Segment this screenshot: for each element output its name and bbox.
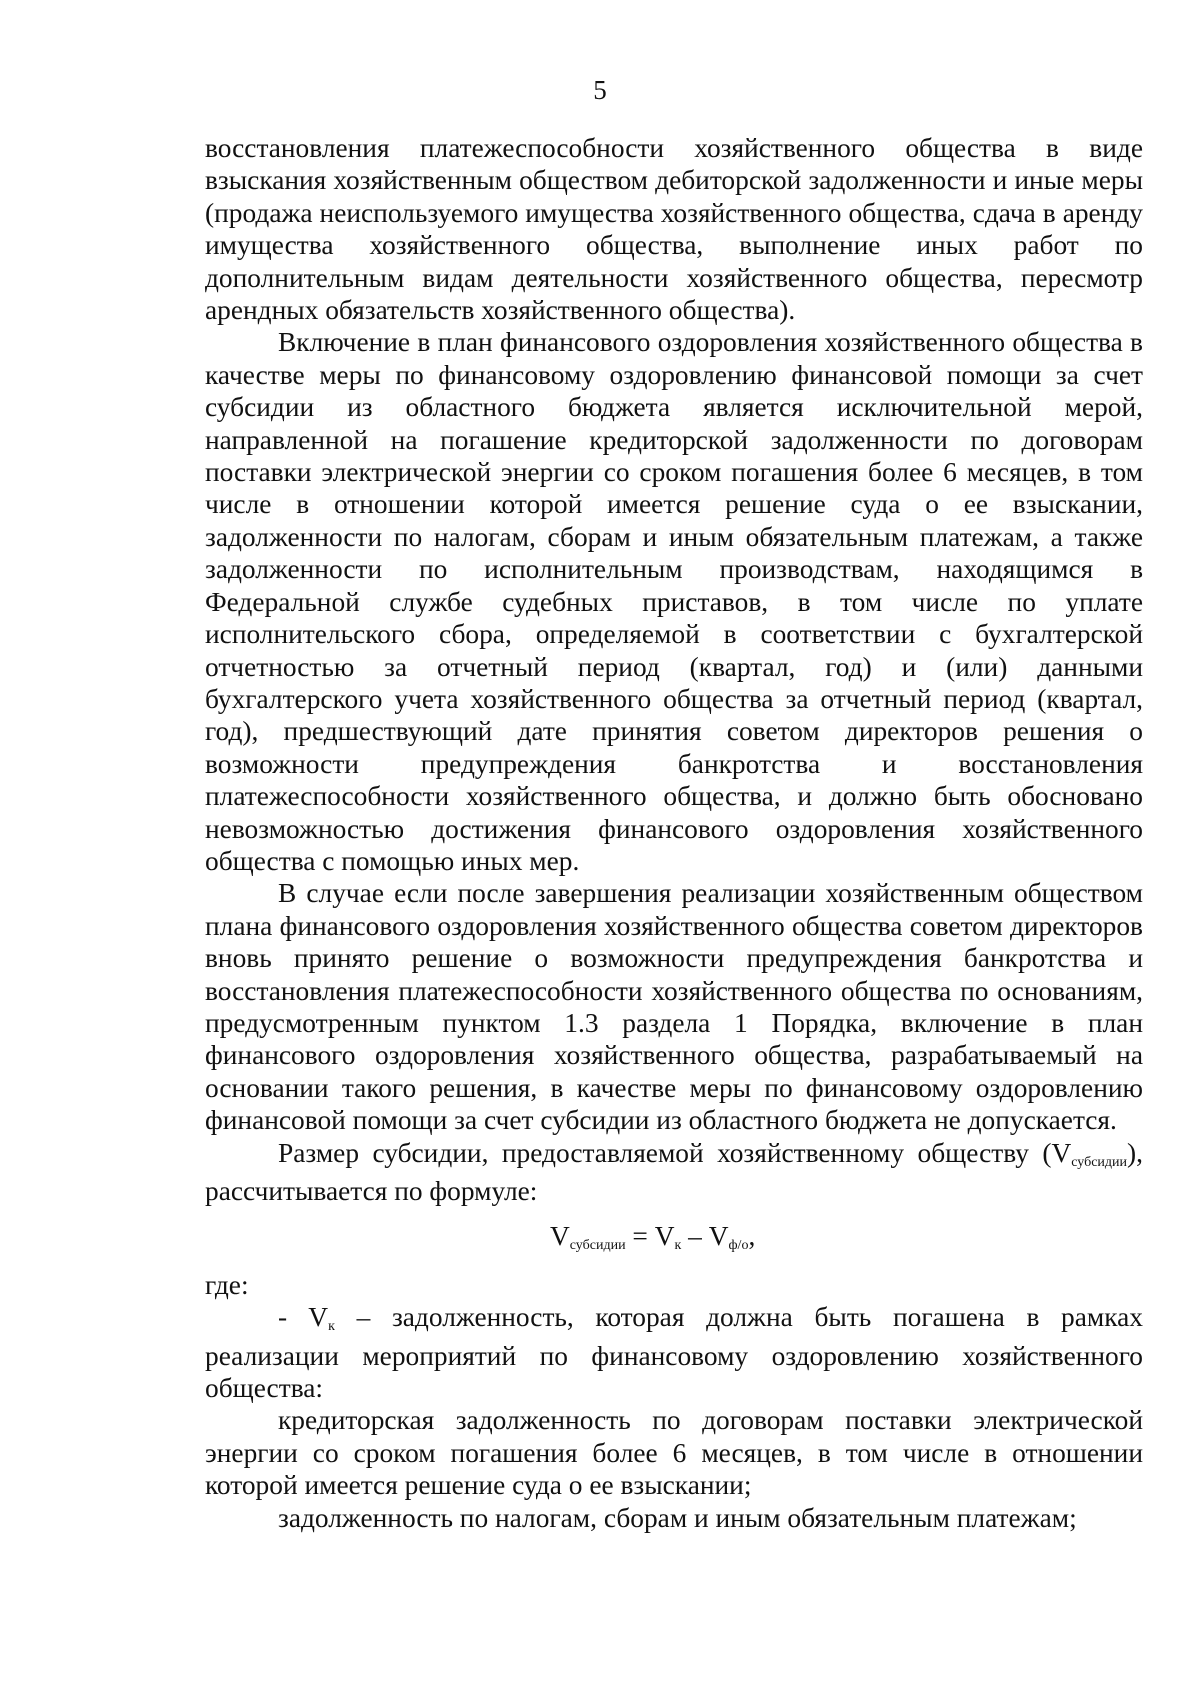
formula-k-subscript: к	[674, 1238, 682, 1254]
paragraph-subsidy-size	[205, 1137, 1143, 1208]
formula-end: ,	[748, 1221, 756, 1252]
formula-fo-subscript: ф/о	[728, 1238, 749, 1254]
subsidy-subscript: субсидии	[1071, 1154, 1128, 1170]
formula-minus-vfo: – V	[681, 1221, 729, 1252]
formula-v-subsidy: V	[550, 1221, 570, 1252]
where-label: где:	[205, 1269, 249, 1300]
subsidy-formula	[205, 1220, 1143, 1258]
paragraph-subsidy-inclusion: Включение в план финансового оздоровления хозяйственного общества в качестве меры по финансовому оздоровлению финансовой помощи за счет субсидии из областного бюджета является исключительной мерой, направленной на погашение кредиторской задолженности по договорам поставки электрической энергии со сроком погашения более 6 месяцев, в том числе в отношении которой имеется решение суда о ее взыскании, задолженности по налогам, сборам и иным обязательным платежам, а также задолженности по исполнительным производствам, находящимся в Федеральной службе судебных приставов, в том числе по уплате исполнительского сбора, определяемой в соответствии с бухгалтерской отчетностью за отчетный период (квартал, год) и (или) данными бухгалтерского учета хозяйственного общества за отчетный период (квартал, год), предшествующий дате принятия советом директоров решения о возможности предупреждения банкротства и восстановления платежеспособности хозяйственного общества, и должно быть обосновано невозможностью достижения финансового оздоровления хозяйственного общества с помощью иных мер.	[205, 327, 1143, 876]
paragraph-vk-definition	[205, 1301, 1143, 1404]
document-body	[205, 132, 1143, 1534]
paragraph-continuation: восстановления платежеспособности хозяйственного общества в виде взыскания хозяйственным обществом дебиторской задолженности и иные меры (продажа неиспользуемого имущества хозяйственного общества, сдача в аренду имущества хозяйственного общества, выполнение иных работ по дополнительным видам деятельности хозяйственного общества, пересмотр арендных обязательств хозяйственного общества).	[205, 133, 1143, 326]
subsidy-size-text: Размер субсидии, предоставляемой хозяйственному обществу (V	[278, 1137, 1072, 1168]
vk-definition-text: – задолженность, которая должна быть погашена в рамках реализации мероприятий по финансовому оздоровлению хозяйственного общества:	[205, 1302, 1143, 1404]
formula-subsidy-subscript: субсидии	[569, 1238, 626, 1254]
paragraph-repeat-decision: В случае если после завершения реализации хозяйственным обществом плана финансового оздоровления хозяйственного общества советом директоров вновь принято решение о возможности предупреждения банкротства и восстановления платежеспособности хозяйственного общества по основаниям, предусмотренным пунктом 1.3 раздела 1 Порядка, включение в план финансового оздоровления хозяйственного общества, разрабатываемый на основании такого решения, в качестве меры по финансовому оздоровлению финансовой помощи за счет субсидии из областного бюджета не допускается.	[205, 878, 1143, 1136]
vk-subscript: к	[328, 1319, 335, 1335]
page-number: 5	[593, 75, 607, 105]
formula-equals-vk: = V	[625, 1221, 675, 1252]
subsidy-size-text-end: ), рассчитывается по формуле:	[205, 1137, 1143, 1206]
paragraph-tax-debt: задолженность по налогам, сборам и иным обязательным платежам;	[278, 1502, 1077, 1533]
vk-definition-start: - V	[278, 1302, 329, 1333]
paragraph-creditor-debt: кредиторская задолженность по договорам поставки электрической энергии со сроком погашения более 6 месяцев, в том числе в отношении которой имеется решение суда о ее взыскании;	[205, 1405, 1143, 1501]
